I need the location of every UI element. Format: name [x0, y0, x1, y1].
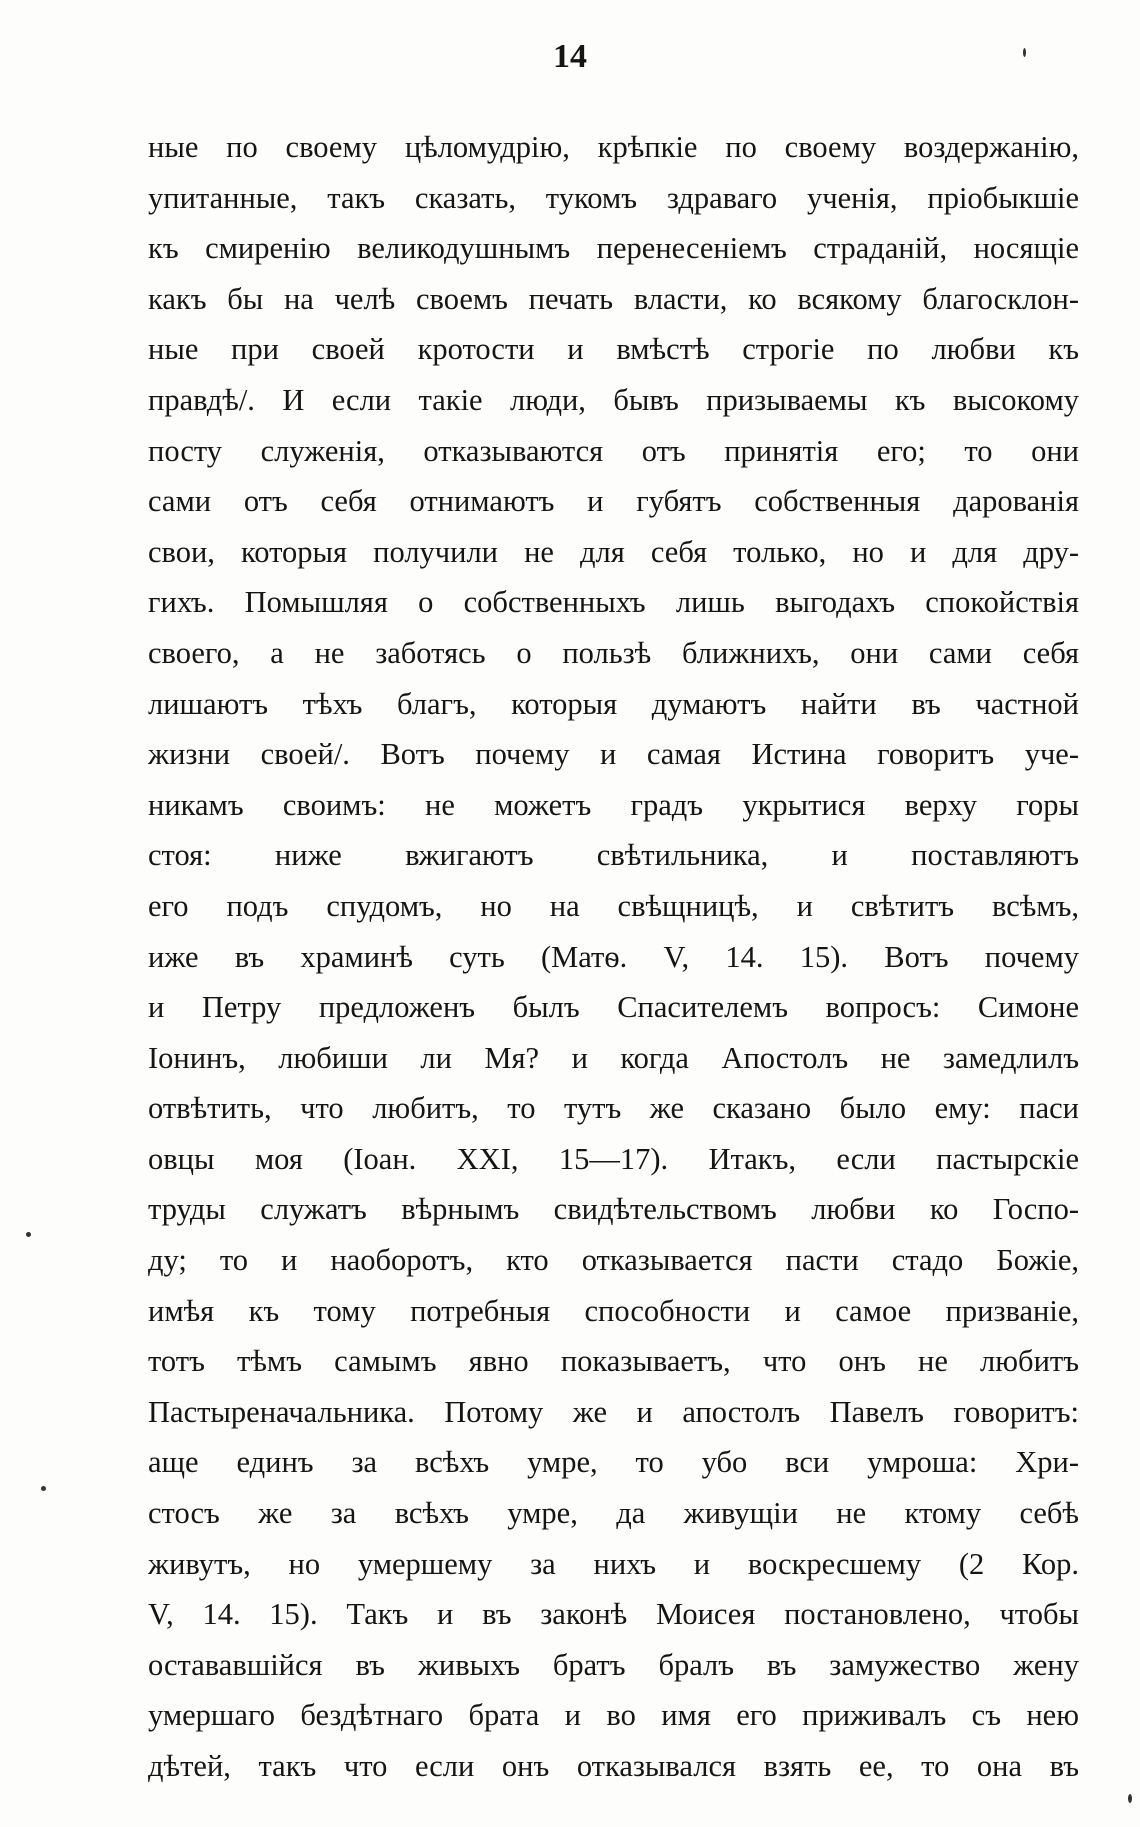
text-line: стосъ же за всѣхъ умре, да живущіи не ктому себѣ	[148, 1496, 1079, 1531]
text-line: къ смиренію великодушнымъ перенесеніемъ страданій, носящіе	[148, 231, 1079, 266]
text-line: своего, а не заботясь о пользѣ ближнихъ, они сами себя	[148, 635, 1079, 670]
text-line: отвѣтить, что любитъ, то тутъ же сказано было ему: паси	[148, 1091, 1079, 1126]
text-line: ные при своей кротости и вмѣстѣ строгіе по любви къ	[148, 332, 1079, 367]
text-line: аще единъ за всѣхъ умре, то убо вси умроша: Хри-	[148, 1445, 1079, 1480]
text-line: тотъ тѣмъ самымъ явно показываетъ, что онъ не любитъ	[148, 1344, 1079, 1379]
text-line: живутъ, но умершему за нихъ и воскресшему (2 Кор.	[148, 1546, 1079, 1581]
text-line: его подъ спудомъ, но на свѣщницѣ, и свѣтитъ всѣмъ,	[148, 888, 1079, 923]
scan-speck	[1128, 1794, 1132, 1803]
text-line: умершаго бездѣтнаго брата и во имя его приживалъ съ нею	[148, 1698, 1079, 1733]
text-line: жизни своей/. Вотъ почему и самая Истина говоритъ уче-	[148, 737, 1079, 772]
page-number: 14	[553, 38, 587, 75]
text-line: свои, которыя получили не для себя только, но и для дру-	[148, 534, 1079, 569]
text-line: Іонинъ, любиши ли Мя? и когда Апостолъ не замедлилъ	[148, 1040, 1079, 1075]
text-line: остававшійся въ живыхъ братъ бралъ въ замужество жену	[148, 1647, 1079, 1682]
text-line: никамъ своимъ: не можетъ градъ укрытися верху горы	[148, 787, 1079, 822]
text-line: ные по своему цѣломудрію, крѣпкіе по своему воздержанію,	[148, 130, 1079, 164]
text-line: сами отъ себя отнимаютъ и губятъ собственныя дарованія	[148, 484, 1079, 519]
text-line: имѣя къ тому потребныя способности и самое призваніе,	[148, 1293, 1079, 1328]
text-line: V, 14. 15). Такъ и въ законѣ Моисея постановлено, чтобы	[148, 1597, 1079, 1632]
text-line: овцы моя (Іоан. XXI, 15—17). Итакъ, если пастырскіе	[148, 1141, 1079, 1176]
text-line: ду; то и наоборотъ, кто отказывается пасти стадо Божіе,	[148, 1243, 1079, 1278]
text-line: иже въ храминѣ суть (Матѳ. V, 14. 15). Вотъ почему	[148, 939, 1079, 974]
text-line: лишаютъ тѣхъ благъ, которыя думаютъ найти въ частной	[148, 686, 1079, 721]
text-line: и Петру предложенъ былъ Спасителемъ вопросъ: Симоне	[148, 990, 1079, 1025]
scan-speck	[41, 1486, 46, 1491]
text-line: стоя: ниже вжигаютъ свѣтильника, и поставляютъ	[148, 838, 1079, 873]
text-line: правдѣ/. И если такіе люди, бывъ призываемы къ высокому	[148, 382, 1079, 417]
body-text	[148, 122, 1079, 1792]
text-line: какъ бы на челѣ своемъ печать власти, ко всякому благосклон-	[148, 281, 1079, 316]
text-line: посту служенія, отказываются отъ принятія его; то они	[148, 433, 1079, 468]
text-line: Пастыреначальника. Потому же и апостолъ Павелъ говоритъ:	[148, 1394, 1079, 1429]
scan-speck	[1023, 48, 1026, 57]
text-line: дѣтей, такъ что если онъ отказывался взять ее, то она въ	[148, 1749, 1079, 1783]
text-line: гихъ. Помышляя о собственныхъ лишь выгодахъ спокойствія	[148, 585, 1079, 620]
scan-speck	[26, 1232, 31, 1237]
text-line: упитанные, такъ сказать, тукомъ здраваго ученія, пріобыкшіе	[148, 180, 1079, 215]
text-line: труды служатъ вѣрнымъ свидѣтельствомъ любви ко Госпо-	[148, 1192, 1079, 1227]
